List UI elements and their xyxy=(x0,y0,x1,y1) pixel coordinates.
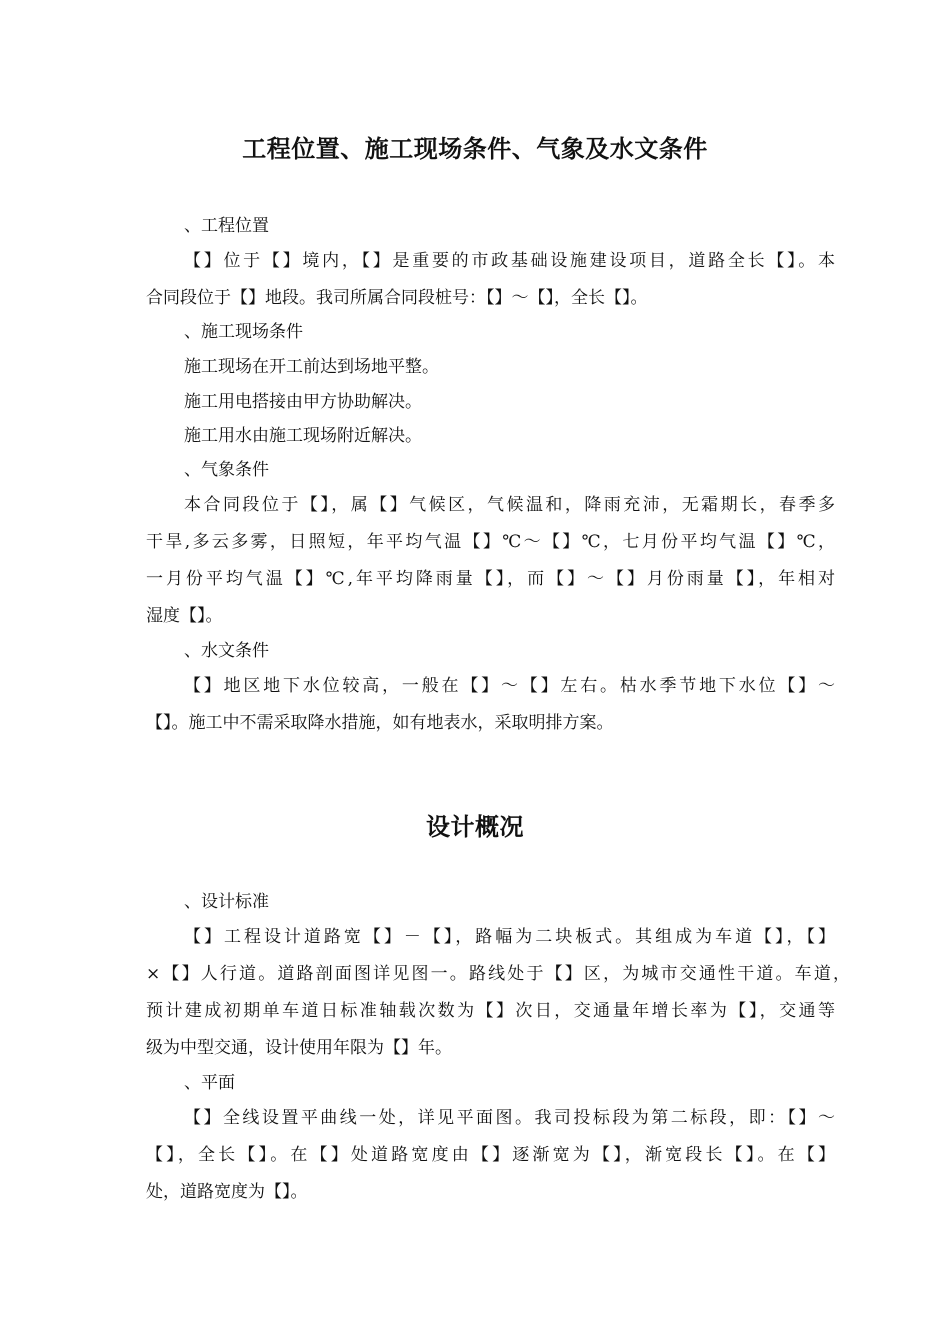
heading-hydrology-conditions: 、水文条件 xyxy=(184,641,269,661)
paragraph-line: 【】工程设计道路宽【】－【】，路幅为二块板式。其组成为车道【】，【】 xyxy=(184,927,835,947)
paragraph-line: 【】。施工中不需采取降水措施，如有地表水，采取明排方案。 xyxy=(146,713,614,733)
paragraph-line: 施工用水由施工现场附近解决。 xyxy=(184,426,422,446)
paragraph-line: 【】，全长【】。在【】处道路宽度由【】逐渐宽为【】，渐宽段长【】。在【】 xyxy=(146,1145,835,1165)
paragraph-line: 本合同段位于【】，属【】气候区，气候温和，降雨充沛，无霜期长，春季多 xyxy=(184,495,835,515)
paragraph-line: 施工现场在开工前达到场地平整。 xyxy=(184,357,439,377)
paragraph-line: 【】位于【】境内，【】是重要的市政基础设施建设项目，道路全长【】。本 xyxy=(184,251,835,271)
heading-weather-conditions: 、气象条件 xyxy=(184,460,269,480)
paragraph-line: ×【】人行道。道路剖面图详见图一。路线处于【】区，为城市交通性干道。车道， xyxy=(146,964,850,984)
paragraph-line: 施工用电搭接由甲方协助解决。 xyxy=(184,392,422,412)
heading-design-standard: 、设计标准 xyxy=(184,892,269,912)
paragraph-line: 【】全线设置平曲线一处，详见平面图。我司投标段为第二标段，即：【】～ xyxy=(184,1108,835,1128)
heading-plan: 、平面 xyxy=(184,1073,235,1093)
heading-project-location: 、工程位置 xyxy=(184,216,269,236)
paragraph-line: 一月份平均气温【】℃,年平均降雨量【】，而【】～【】月份雨量【】，年相对 xyxy=(146,569,835,589)
paragraph-line: 处，道路宽度为【】。 xyxy=(146,1182,308,1202)
paragraph-line: 合同段位于【】地段。我司所属合同段桩号：【】～【】，全长【】。 xyxy=(146,288,648,308)
paragraph-line: 湿度【】。 xyxy=(146,606,223,626)
section-title-site-conditions: 工程位置、施工现场条件、气象及水文条件 xyxy=(242,135,708,163)
heading-site-conditions: 、施工现场条件 xyxy=(184,322,303,342)
paragraph-line: 干旱,多云多雾，日照短，年平均气温【】℃～【】℃，七月份平均气温【】℃， xyxy=(146,532,835,552)
section-title-design-overview: 设计概况 xyxy=(426,813,524,841)
paragraph-line: 级为中型交通，设计使用年限为【】年。 xyxy=(146,1038,452,1058)
paragraph-line: 【】地区地下水位较高，一般在【】～【】左右。枯水季节地下水位【】～ xyxy=(184,676,835,696)
paragraph-line: 预计建成初期单车道日标准轴载次数为【】次日，交通量年增长率为【】，交通等 xyxy=(146,1001,835,1021)
